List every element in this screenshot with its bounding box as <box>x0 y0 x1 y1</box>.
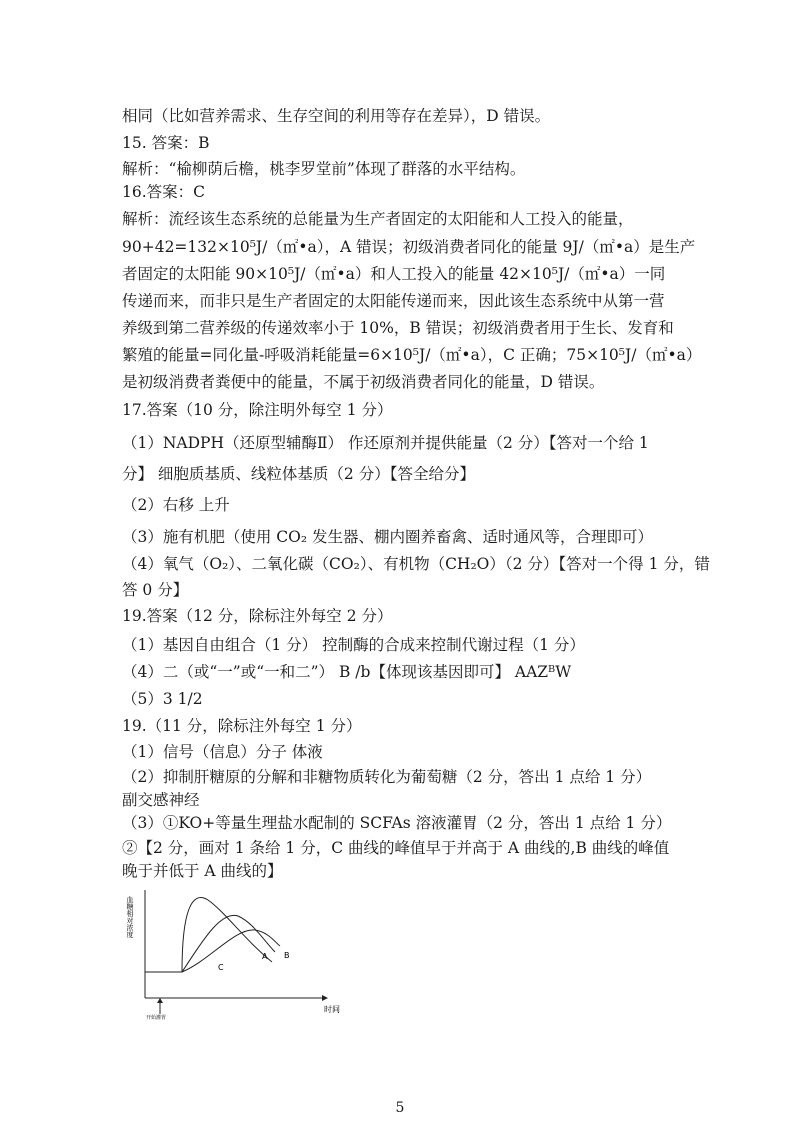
x-axis-label: 时间 <box>324 1005 340 1014</box>
analysis-16-line-6: 繁殖的能量=同化量-呼吸消耗能量=6×10⁵J/（㎡•a），C 正确；75×10⁵J/（㎡•a） <box>122 346 702 364</box>
answer-17-part-4a: （4）氧气（O₂）、二氧化碳（CO₂）、有机物（CH₂O）（2 分）【答对一个得 1 分，错 <box>122 555 710 573</box>
analysis-16-line-2: 90+42=132×10⁵J/（㎡•a），A 错误；初级消费者同化的能量 9J/（㎡•a）是生产 <box>122 238 696 256</box>
x-axis-arrowhead <box>322 995 328 1001</box>
curve-b <box>182 930 280 972</box>
curve-a <box>182 915 275 972</box>
analysis-16-line-5: 养级到第二营养级的传递效率小于 10%，B 错误；初级消费者用于生长、发育和 <box>122 319 674 337</box>
analysis-16-line-3: 者固定的太阳能 90×10⁵J/（㎡•a）和人工投入的能量 42×10⁵J/（㎡•a）一同 <box>122 265 666 283</box>
answer-19b-part-1: （1）信号（信息）分子 体液 <box>122 743 323 761</box>
analysis-16-line-4: 传递而来，而非只是生产者固定的太阳能传递而来，因此该生态系统中从第一营 <box>122 292 665 310</box>
answer-19-part-4: （4）二（或“一”或“一和二”） B /b【体现该基因即可】 AAZᴮW <box>122 663 572 681</box>
answer-19b-part-3b: ②【2 分，画对 1 条给 1 分，C 曲线的峰值早于并高于 A 曲线的,B 曲线的峰值 <box>122 839 670 857</box>
answer-19-part-1: （1）基因自由组合（1 分） 控制酶的合成来控制代谢过程（1 分） <box>122 636 585 654</box>
curve-label-c: C <box>218 963 224 972</box>
answer-19b-part-2b: 副交感神经 <box>122 791 200 809</box>
analysis-16-line-1: 解析：流经该生态系统的总能量为生产者固定的太阳能和人工投入的能量， <box>122 210 634 228</box>
answer-19b-part-2a: （2）抑制肝糖原的分解和非糖物质转化为葡萄糖（2 分，答出 1 点给 1 分） <box>122 768 652 786</box>
answer-19-heading: 19.答案（12 分，除标注外每空 2 分） <box>122 607 393 625</box>
answer-19-part-5: （5）3 1/2 <box>122 690 203 708</box>
answer-19b-part-3c: 晚于并低于 A 曲线的】 <box>122 862 283 880</box>
analysis-16-line-7: 是初级消费者粪便中的能量，不属于初级消费者同化的能量，D 错误。 <box>122 373 605 391</box>
answer-17-part-2: （2）右移 上升 <box>122 496 230 514</box>
answer-17-part-1b: 分】 细胞质基质、线粒体基质（2 分）【答全给分】 <box>122 465 475 483</box>
answer-19b-heading: 19.（11 分，除标注外每空 1 分） <box>122 717 362 735</box>
curve-label-b: B <box>284 951 290 960</box>
answer-19b-part-3a: （3）①KO+等量生理盐水配制的 SCFAs 溶液灌胃（2 分，答出 1 点给 1 分） <box>122 814 672 832</box>
y-axis-label: 血糖相对浓度 <box>126 896 134 938</box>
page-number: 5 <box>395 1100 405 1116</box>
curve-label-a: A <box>262 952 268 961</box>
answer-15: 15. 答案：B <box>122 134 210 152</box>
answer-17-part-4b: 答 0 分】 <box>122 581 189 599</box>
curve-c <box>182 898 272 972</box>
analysis-15: 解析：“榆柳荫后檐，桃李罗堂前”体现了群落的水平结构。 <box>122 160 526 178</box>
answer-17-heading: 17.答案（10 分，除注明外每空 1 分） <box>122 401 393 419</box>
answer-16: 16.答案：C <box>122 183 206 201</box>
text-line-1: 相同（比如营养需求、生存空间的利用等存在差异），D 错误。 <box>122 107 551 125</box>
blood-glucose-sketch <box>110 880 350 1020</box>
answer-17-part-1a: （1）NADPH（还原型辅酶Ⅱ） 作还原剂并提供能量（2 分）【答对一个给 1 <box>122 434 649 452</box>
gavage-arrowhead <box>157 998 163 1003</box>
answer-17-part-3: （3）施有机肥（使用 CO₂ 发生器、棚内圈养畜禽、适时通风等，合理即可） <box>122 528 653 546</box>
gavage-label: 开始灌胃 <box>146 1015 167 1020</box>
